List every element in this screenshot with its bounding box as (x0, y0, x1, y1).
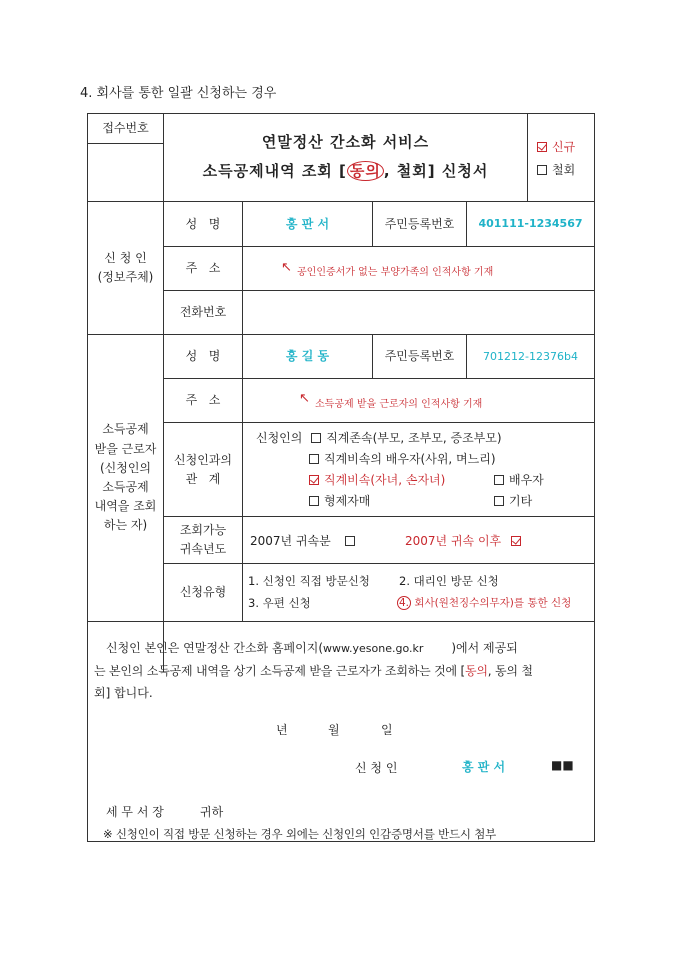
applicant-address-arrow-icon: ↖ (281, 260, 292, 275)
option-withdraw[interactable] (537, 161, 575, 178)
request-type-4-number: 4. (399, 597, 410, 609)
relation-other[interactable] (494, 492, 532, 509)
year-label: 조회가능 귀속년도 (179, 523, 227, 556)
statement-consent: 동의 (465, 664, 488, 678)
applicant-rrn-value[interactable]: 401111-1234567 (478, 217, 583, 231)
worker-name-value[interactable]: 홍 길 동 (285, 349, 330, 364)
relation-ascendant-label: 직계존속(부모, 조부모, 증조부모) (326, 431, 502, 445)
applicant-rrn-label: 주민등록번호 (384, 216, 455, 231)
form-title-line1: 연말정산 간소화 서비스 (261, 133, 430, 151)
addressee: 세 무 서 장 (106, 805, 164, 819)
year-option-2007[interactable] (250, 532, 360, 549)
statement-part1: 신청인 본인은 연말정산 간소화 홈페이지( (106, 641, 324, 655)
applicant-address-field[interactable] (243, 247, 594, 290)
request-type-4[interactable] (397, 595, 571, 610)
footnote: ※ 신청인이 직접 방문 신청하는 경우 외에는 신청인의 인감증명서를 반드시 첨부 (103, 827, 497, 841)
relation-sibling-checkbox[interactable] (309, 496, 319, 506)
option-new[interactable] (537, 138, 575, 155)
relation-sibling-label: 형제자매 (324, 494, 371, 508)
worker-address-arrow-icon: ↖ (299, 391, 310, 406)
applicant-section-label: 신 청 인 (정보주체) (97, 251, 154, 284)
applicant-address-note: 공인인증서가 없는 부양가족의 인적사항 기재 (297, 267, 494, 278)
addressee-suffix: 귀하 (200, 805, 224, 819)
worker-rrn-label: 주민등록번호 (384, 349, 455, 364)
relation-spouse[interactable] (494, 471, 544, 488)
form-title-suffix: , 철회] 신청서 (383, 162, 489, 180)
applicant-name-label: 성 명 (185, 216, 221, 231)
year-option-2007-checkbox[interactable] (345, 536, 355, 546)
statement-line2-pre: 는 본인의 소득공제 내역을 상기 소득공제 받을 근로자가 조회하는 것에 [ (94, 664, 465, 678)
receipt-number-label: 접수번호 (102, 121, 149, 136)
date-year[interactable]: 년 (276, 723, 288, 737)
form-title-prefix: 소득공제내역 조회 [ (202, 162, 347, 180)
worker-rrn-value[interactable]: 701212-12376b4 (483, 349, 578, 363)
receipt-number-value[interactable] (88, 144, 163, 201)
year-option-after-2007[interactable] (405, 532, 526, 549)
statement-line2-post: , 동의 철 (487, 664, 533, 678)
relation-descendant[interactable] (309, 471, 445, 488)
statement-part2: )에서 제공되 (451, 641, 518, 655)
request-type-1[interactable]: 1. 신청인 직접 방문신청 (248, 574, 370, 588)
year-option-after-2007-label: 2007년 귀속 이후 (405, 534, 502, 548)
signer-label: 신 청 인 (355, 761, 398, 775)
applicant-phone-field[interactable] (243, 291, 594, 334)
request-type-options (243, 564, 594, 621)
section-heading: 4. 회사를 통한 일괄 신청하는 경우 (80, 86, 277, 101)
relation-spouse-label: 배우자 (509, 473, 544, 487)
worker-address-note: 소득공제 받을 근로자의 인적사항 기재 (315, 399, 483, 410)
relation-prefix: 신청인의 (256, 431, 303, 445)
year-option-2007-label: 2007년 귀속분 (250, 534, 331, 548)
option-new-checkbox[interactable] (537, 142, 547, 152)
consent-statement (94, 637, 588, 704)
option-withdraw-checkbox[interactable] (537, 165, 547, 175)
relation-ascendant-spouse-checkbox[interactable] (309, 454, 319, 464)
form-title-line2 (164, 157, 527, 186)
request-type-3[interactable]: 3. 우편 신청 (248, 596, 311, 610)
request-type-label: 신청유형 (179, 585, 227, 600)
relation-ascendant-spouse[interactable] (309, 450, 496, 467)
option-new-label: 신규 (552, 140, 576, 154)
applicant-address-label: 주 소 (185, 261, 221, 276)
worker-address-label: 주 소 (185, 393, 221, 408)
applicant-name-value[interactable]: 홍 판 서 (285, 216, 330, 231)
signer-seal: ■■ (551, 758, 574, 772)
year-option-after-2007-checkbox[interactable] (511, 536, 521, 546)
date-day[interactable]: 일 (381, 723, 393, 737)
date-month[interactable]: 월 (328, 723, 340, 737)
form-title-consent: 동의 (347, 161, 384, 181)
applicant-phone-label: 전화번호 (179, 305, 227, 320)
statement-url[interactable]: www.yesone.go.kr (323, 642, 424, 655)
statement-line3: 회] 합니다. (94, 686, 153, 700)
worker-section-label: 소득공제 받을 근로자 (신청인의 소득공제 내역을 조회 하는 자) (94, 422, 157, 533)
relation-spouse-checkbox[interactable] (494, 475, 504, 485)
relation-descendant-label: 직계비속(자녀, 손자녀) (324, 473, 446, 487)
request-type-4-label: 회사(원천징수의무자)를 통한 신청 (414, 597, 572, 609)
relation-other-label: 기타 (509, 494, 533, 508)
year-options (243, 517, 594, 563)
option-withdraw-label: 철회 (552, 163, 576, 177)
relation-ascendant-checkbox[interactable] (311, 433, 321, 443)
relation-ascendant-spouse-label: 직계비속의 배우자(사위, 며느리) (324, 452, 496, 466)
worker-address-field[interactable] (243, 379, 594, 422)
form-title (164, 128, 527, 186)
relation-sibling[interactable] (309, 492, 370, 509)
relation-options (243, 423, 594, 516)
relation-descendant-checkbox[interactable] (309, 475, 319, 485)
relation-ascendant[interactable] (311, 431, 501, 445)
signer-name[interactable]: 홍 판 서 (462, 760, 506, 774)
relation-label: 신청인과의 관 계 (174, 452, 232, 486)
request-type-2[interactable]: 2. 대리인 방문 신청 (399, 574, 499, 588)
relation-other-checkbox[interactable] (494, 496, 504, 506)
worker-name-label: 성 명 (185, 349, 221, 364)
